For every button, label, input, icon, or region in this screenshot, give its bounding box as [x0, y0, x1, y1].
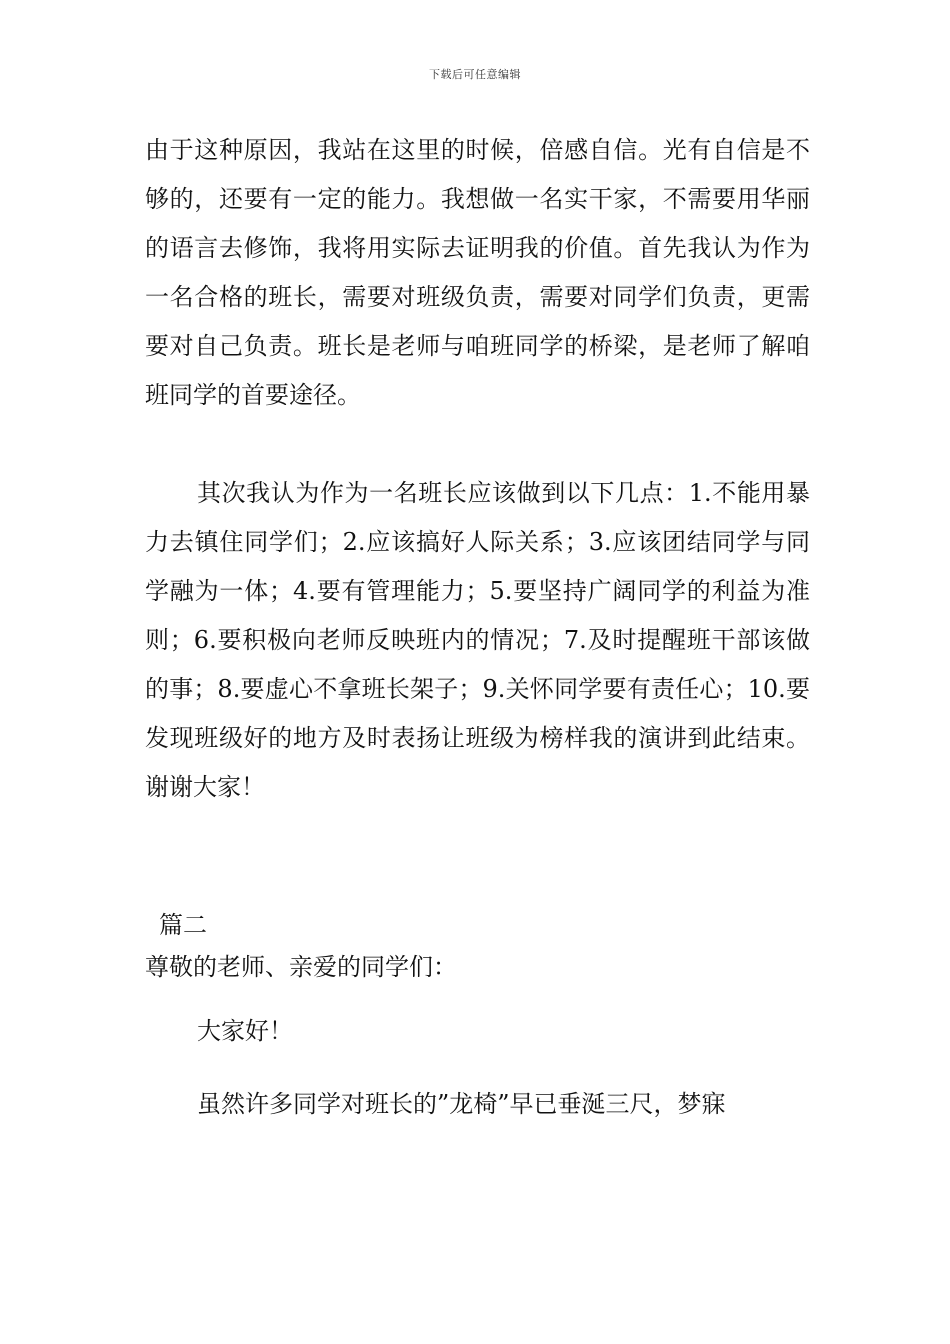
paragraph-opening: 虽然许多同学对班长的”龙椅”早已垂涎三尺，梦寐 — [197, 1090, 726, 1118]
paragraph-spacer — [145, 420, 810, 469]
section-title: 篇二 — [159, 911, 207, 939]
document-body — [145, 126, 810, 1129]
page-header-note: 下载后可任意编辑 — [429, 68, 521, 81]
greeting: 大家好！ — [197, 1017, 293, 1045]
paragraph-confidence: 由于这种原因，我站在这里的时候，倍感自信。光有自信是不够的，还要有一定的能力。我想做一名实干家，不需要用华丽的语言去修饰，我将用实际去证明我的价值。首先我认为作为一名合格的班长，需要对班级负责，需要对同学们负责，更需要对自己负责。班长是老师与咱班同学的桥梁，是老师了解咱班同学的首要途径。 — [145, 136, 810, 409]
paragraph-spacer — [145, 982, 810, 1011]
section-spacer — [145, 812, 810, 910]
salutation: 尊敬的老师、亲爱的同学们： — [145, 953, 457, 981]
paragraph-spacer — [145, 1051, 810, 1080]
paragraph-duties-list: 其次我认为作为一名班长应该做到以下几点：1.不能用暴力去镇住同学们；2.应该搞好人际关系；3.应该团结同学与同学融为一体；4.要有管理能力；5.要坚持广阔同学的利益为准则；6.要积极向老师反映班内的情况；7.及时提醒班干部该做的事；8.要虚心不拿班长架子；9.关怀同学要有责任心；10.要发现班级好的地方及时表扬让班级为榜样我的演讲到此结束。谢谢大家！ — [145, 479, 810, 801]
